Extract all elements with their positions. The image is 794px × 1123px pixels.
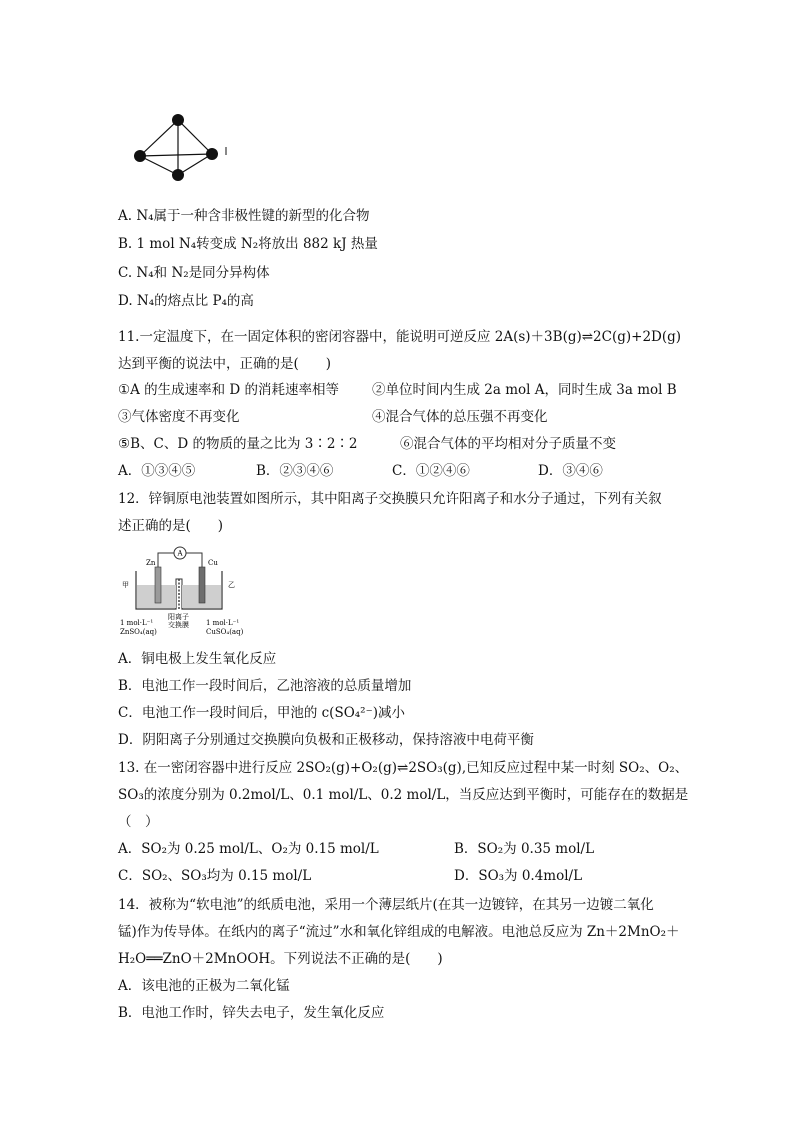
q12-stem-line2: 述正确的是( ) [118,518,224,534]
q11-choice-2: ②单位时间内生成 2a mol A，同时生成 3a mol B [372,382,677,398]
q13-option-c: C．SO₂、SO₃均为 0.15 mol/L [118,868,312,884]
q11-choice-6: ⑥混合气体的平均相对分子质量不变 [400,436,616,452]
left-concentration: 1 mol·L⁻¹ [120,619,154,627]
zn-electrode-label: Zn [146,559,156,567]
right-cell-label: 乙 [228,581,235,589]
q12-option-c: C．电池工作一段时间后，甲池的 c(SO₄²⁻)减小 [118,705,405,721]
q11-option-b: B．②③④⑥ [256,463,334,479]
q14-option-a: A．该电池的正极为二氧化锰 [118,978,290,994]
q10-option-b: B. 1 mol N₄转变成 N₂将放出 882 kJ 热量 [118,236,378,252]
left-cell-label: 甲 [122,581,129,589]
q11-stem-line2: 达到平衡的说法中，正确的是( ) [118,356,332,372]
ammeter-label: A [177,549,183,558]
q11-stem-line1: 11.一定温度下，在一固定体积的密闭容器中，能说明可逆反应 2A(s)＋3B(g)⇌2C(g)+2D(g) [118,329,682,345]
q13-stem-line2: SO₃的浓度分别为 0.2mol/L、0.1 mol/L、0.2 mol/L，当反应达到平衡时，可能存在的数据是 [118,787,689,803]
q11-choice-5: ⑤B、C、D 的物质的量之比为 3∶2∶2 [118,436,358,452]
q14-option-b: B．电池工作时，锌失去电子，发生氧化反应 [118,1005,385,1021]
q12-stem-line1: 12．锌铜原电池装置如图所示，其中阳离子交换膜只允许阳离子和水分子通过，下列有关叙 [118,491,662,507]
n4-molecule-figure [128,112,238,187]
membrane-label-2: 交换膜 [168,621,189,629]
atom-bottom [172,169,184,181]
zinc-copper-cell-figure [118,545,258,639]
q14-stem-line2: 锰)作为传导体。在纸内的离子“流过”水和氧化锌组成的电解液。电池总反应为 Zn＋2MnO₂＋ [118,924,680,940]
atom-left [134,150,146,162]
q13-option-a: A．SO₂为 0.25 mol/L、O₂为 0.15 mol/L [118,841,379,857]
q13-stem-line3: （ ） [118,814,159,830]
q10-option-d: D. N₄的熔点比 P₄的高 [118,293,254,309]
right-concentration: 1 mol·L⁻¹ [206,619,240,627]
q13-option-b: B．SO₂为 0.35 mol/L [454,841,595,857]
right-solution: CuSO₄(aq) [206,628,244,636]
membrane-label-1: 阳离子 [168,613,189,621]
q11-choice-3: ③气体密度不再变化 [118,409,240,425]
q13-option-d: D．SO₃为 0.4mol/L [454,868,583,884]
left-solution: ZnSO₄(aq) [120,628,157,636]
q11-option-d: D．③④⑥ [538,463,603,479]
q12-option-b: B．电池工作一段时间后，乙池溶液的总质量增加 [118,678,412,694]
q10-option-a: A. N₄属于一种含非极性键的新型的化合物 [118,208,370,224]
q13-stem-line1: 13. 在一密闭容器中进行反应 2SO₂(g)+O₂(g)⇌2SO₃(g),已知反应过程中某一时刻 SO₂、O₂、 [118,760,689,776]
atom-top [172,114,184,126]
q12-option-a: A．铜电极上发生氧化反应 [118,651,277,667]
cu-electrode-label: Cu [208,559,218,567]
q11-option-c: C．①②④⑥ [392,463,470,479]
q11-choice-4: ④混合气体的总压强不再变化 [372,409,548,425]
q11-option-a: A．①③④⑤ [118,463,196,479]
q10-option-c: C. N₄和 N₂是同分异构体 [118,265,270,281]
q11-choice-1: ①A 的生成速率和 D 的消耗速率相等 [118,382,340,398]
q12-option-d: D．阴阳离子分别通过交换膜向负极和正极移动，保持溶液中电荷平衡 [118,732,534,748]
q14-stem-line1: 14．被称为“软电池”的纸质电池，采用一个薄层纸片(在其一边镀锌，在其另一边镀二氧化 [118,897,654,913]
atom-right [206,148,218,160]
q14-stem-line3: H₂O══ZnO＋2MnOOH。下列说法不正确的是( ) [118,951,443,967]
